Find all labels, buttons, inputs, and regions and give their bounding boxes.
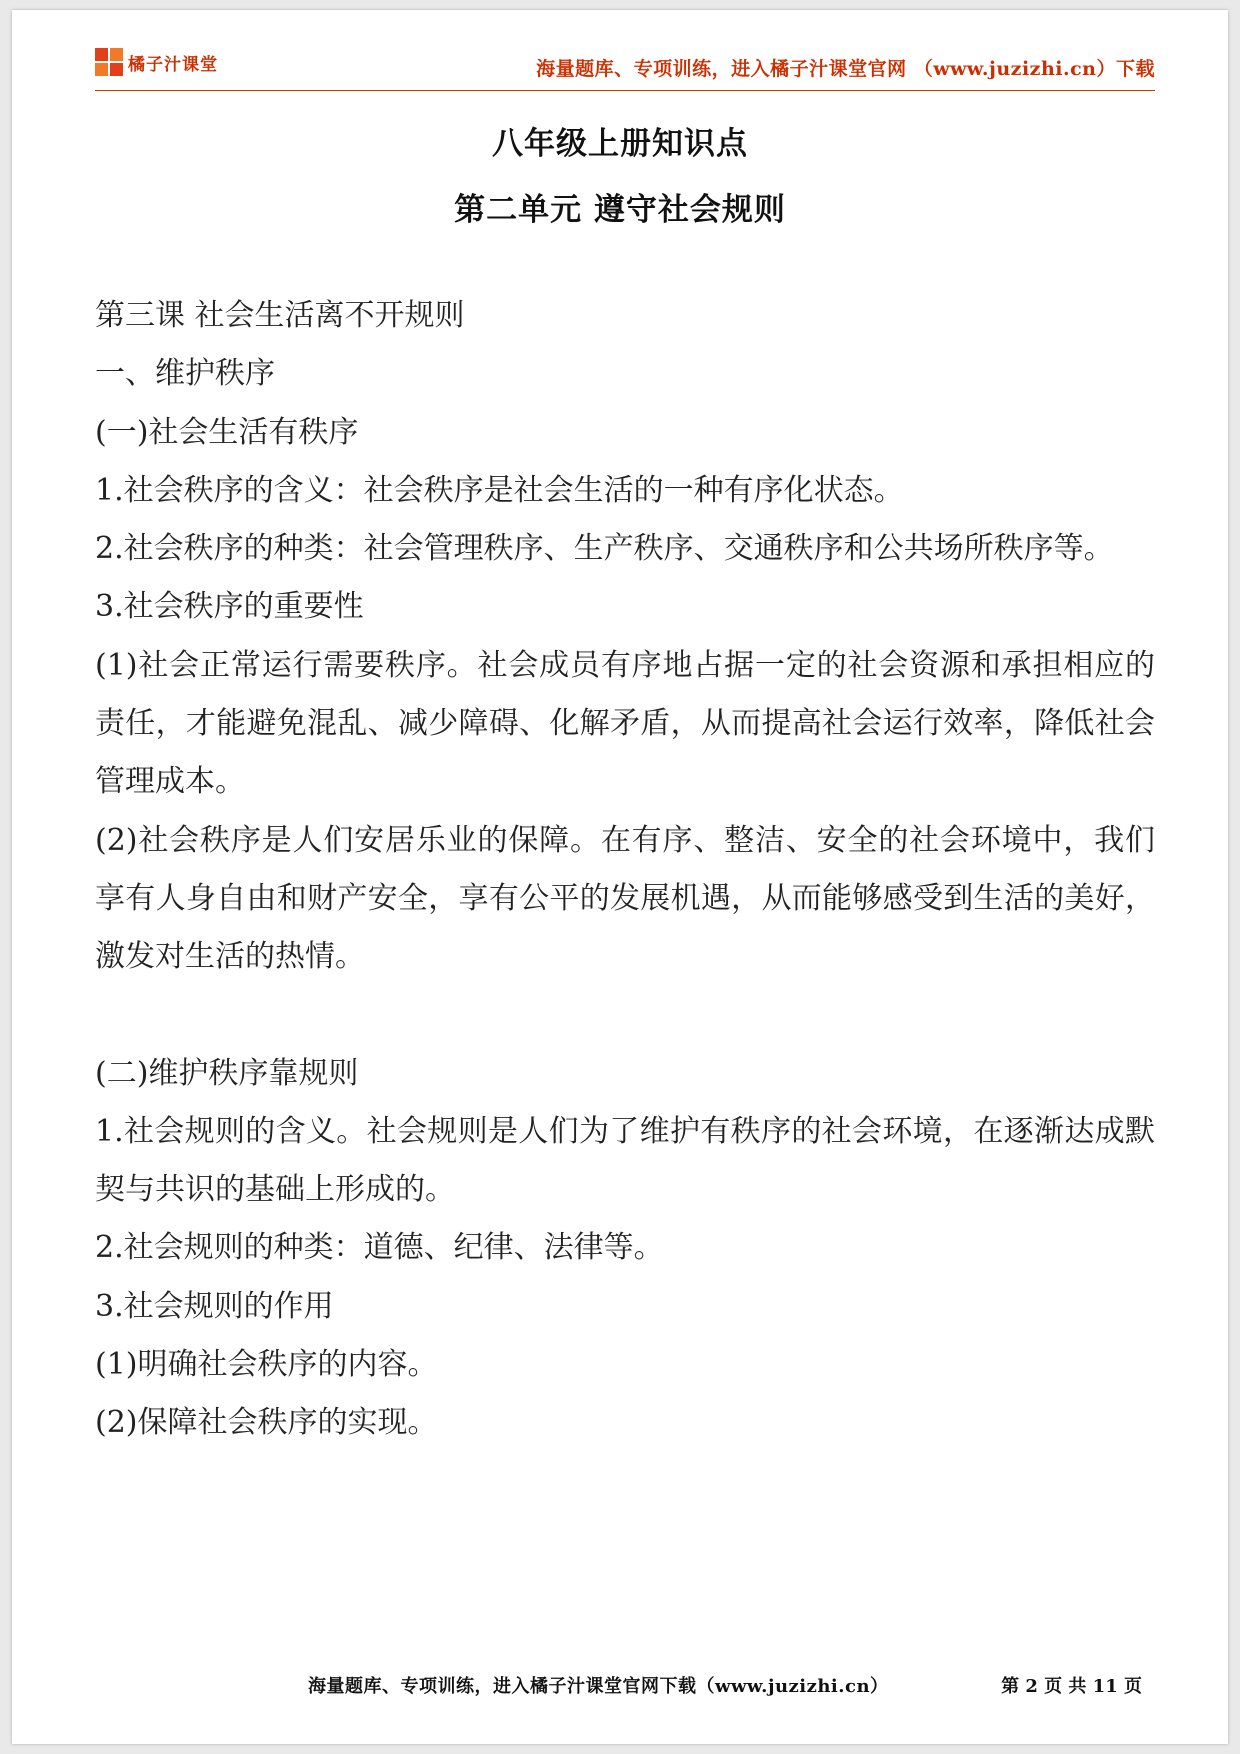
lesson-heading: 第三课 社会生活离不开规则 (95, 298, 465, 333)
paragraph: 2.社会秩序的种类：社会管理秩序、生产秩序、交通秩序和公共场所秩序等。 (95, 531, 1114, 567)
blank-line (95, 987, 1155, 1045)
paragraph: (1)社会正常运行需要秩序。社会成员有序地占据一定的社会资源和承担相应的责任，才能避免混乱、减少障碍、化解矛盾，从而提高社会运行效率，降低社会管理成本。 (95, 647, 1155, 800)
document-title: 八年级上册知识点 (492, 126, 748, 162)
section-heading: 一、维护秩序 (95, 356, 275, 392)
site-logo[interactable] (95, 48, 218, 76)
paragraph: 3.社会规则的作用 (95, 1288, 334, 1324)
unit-title: 第二单元 遵守社会规则 (454, 192, 786, 228)
page-header (95, 44, 1155, 91)
logo-text: 橘子汁课堂 (128, 54, 218, 75)
paragraph: (1)明确社会秩序的内容。 (95, 1347, 438, 1383)
footer-slogan: 海量题库、专项训练，进入橘子汁课堂官网下载（www.juzizhi.cn） (308, 1676, 889, 1697)
header-slogan: 海量题库、专项训练，进入橘子汁课堂官网 （www.juzizhi.cn）下载 (536, 58, 1155, 80)
subsection-heading: (一)社会生活有秩序 (95, 414, 359, 450)
paragraph: (2)社会秩序是人们安居乐业的保障。在有序、整洁、安全的社会环境中，我们享有人身自由和财产安全，享有公平的发展机遇，从而能够感受到生活的美好，激发对生活的热情。 (95, 822, 1155, 975)
paragraph: (2)保障社会秩序的实现。 (95, 1405, 438, 1441)
paragraph: 3.社会秩序的重要性 (95, 589, 364, 625)
logo-icon (95, 48, 123, 76)
subsection-heading: (二)维护秩序靠规则 (95, 1055, 359, 1091)
paragraph: 1.社会规则的含义。社会规则是人们为了维护有秩序的社会环境，在逐渐达成默契与共识的基础上形成的。 (95, 1113, 1155, 1208)
document-page (12, 10, 1228, 1744)
page-footer (12, 1672, 1228, 1702)
paragraph: 1.社会秩序的含义：社会秩序是社会生活的一种有序化状态。 (95, 472, 904, 508)
document-body (95, 287, 1155, 1453)
page-number: 第 2 页 共 11 页 (1001, 1676, 1142, 1697)
paragraph: 2.社会规则的种类：道德、纪律、法律等。 (95, 1230, 664, 1266)
